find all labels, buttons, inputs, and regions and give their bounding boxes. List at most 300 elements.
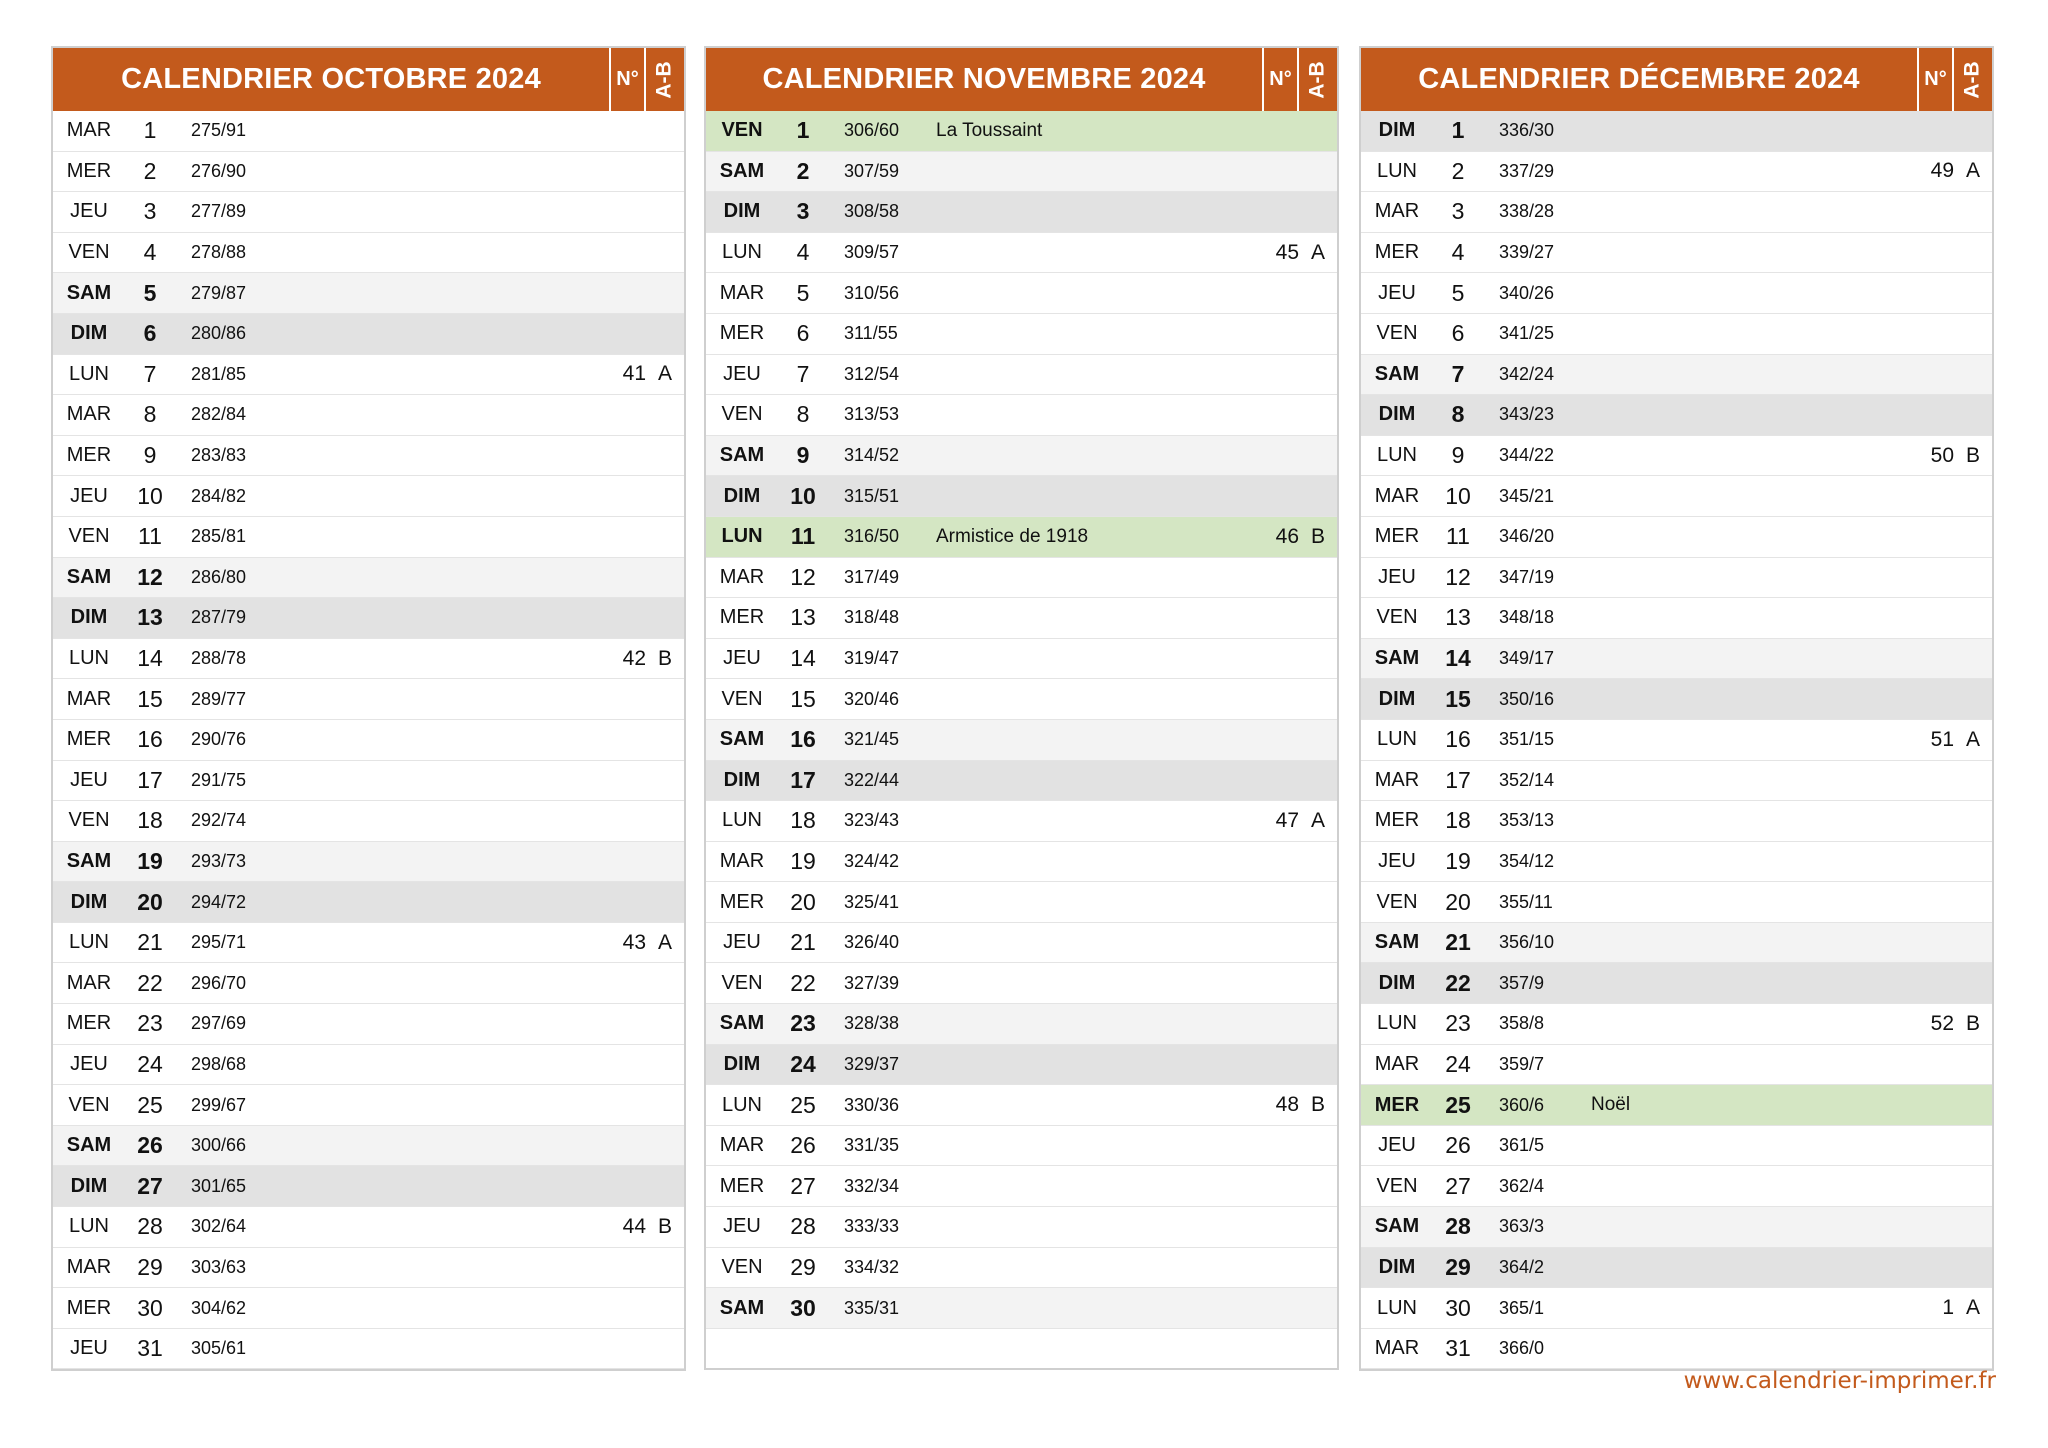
day-number: 1	[1451, 117, 1465, 144]
day-of-week: DIM	[1378, 1255, 1416, 1278]
day-of-week: MER	[66, 728, 112, 751]
day-of-week: VEN	[721, 119, 763, 142]
day-number: 6	[796, 320, 810, 347]
day-row	[53, 598, 684, 639]
day-number: 19	[1445, 847, 1471, 874]
week-ab: A	[1310, 808, 1325, 832]
week-ab: B	[1310, 1093, 1325, 1117]
day-of-year: 303/63	[191, 1256, 247, 1277]
day-row	[1361, 1329, 1992, 1370]
day-of-year: 305/61	[191, 1338, 247, 1359]
day-of-year: 329/37	[844, 1053, 900, 1074]
day-row	[53, 1004, 684, 1045]
day-of-year: 325/41	[844, 891, 900, 912]
day-of-week: MAR	[1374, 484, 1420, 507]
day-of-week: MER	[66, 1012, 112, 1035]
day-row	[1361, 720, 1992, 761]
day-of-year: 304/62	[191, 1297, 247, 1318]
day-of-year: 327/39	[844, 972, 900, 993]
day-of-year: 354/12	[1499, 850, 1555, 871]
day-of-week: LUN	[721, 241, 762, 264]
day-number: 2	[796, 157, 810, 184]
day-row	[706, 923, 1337, 964]
month-title: CALENDRIER DÉCEMBRE 2024	[1418, 63, 1860, 95]
day-row	[706, 1085, 1337, 1126]
day-of-week: VEN	[1376, 890, 1418, 913]
week-ab: A	[657, 930, 672, 954]
month-title: CALENDRIER OCTOBRE 2024	[121, 63, 541, 95]
day-of-week: MER	[1374, 525, 1420, 548]
day-row	[53, 1126, 684, 1167]
day-number: 24	[790, 1050, 816, 1077]
day-of-week: MAR	[66, 687, 112, 710]
day-number: 13	[1445, 604, 1471, 631]
day-number: 7	[1451, 360, 1465, 387]
day-row	[53, 842, 684, 883]
day-of-week: MER	[719, 1174, 765, 1197]
day-of-year: 308/58	[844, 201, 900, 222]
day-row	[53, 761, 684, 802]
day-of-year: 298/68	[191, 1053, 247, 1074]
day-row	[53, 152, 684, 193]
day-row	[53, 192, 684, 233]
day-row	[53, 1085, 684, 1126]
day-of-year: 289/77	[191, 688, 247, 709]
day-of-year: 290/76	[191, 729, 247, 750]
day-row	[1361, 1248, 1992, 1289]
day-of-week: SAM	[719, 444, 765, 467]
day-of-year: 307/59	[844, 160, 900, 181]
day-row	[706, 1207, 1337, 1248]
day-row	[53, 314, 684, 355]
day-of-week: LUN	[68, 647, 109, 670]
day-row	[1361, 395, 1992, 436]
day-of-week: MER	[1374, 241, 1420, 264]
day-number: 11	[790, 523, 816, 550]
day-of-week: VEN	[68, 809, 110, 832]
day-row	[1361, 598, 1992, 639]
day-of-year: 334/32	[844, 1256, 900, 1277]
day-number: 27	[137, 1172, 163, 1199]
day-row	[706, 963, 1337, 1004]
week-number: 52	[1930, 1011, 1954, 1035]
day-of-week: SAM	[719, 1012, 765, 1035]
day-of-year: 321/45	[844, 729, 900, 750]
day-of-year: 361/5	[1499, 1135, 1545, 1156]
week-ab-header	[1952, 48, 1992, 111]
day-number: 8	[796, 401, 810, 428]
day-of-year: 349/17	[1499, 648, 1555, 669]
day-of-week: DIM	[723, 1052, 761, 1075]
day-of-week: DIM	[70, 1174, 108, 1197]
day-row	[706, 1004, 1337, 1045]
day-row	[1361, 923, 1992, 964]
day-of-year: 284/82	[191, 485, 247, 506]
day-of-week: SAM	[66, 1134, 112, 1157]
day-number: 24	[137, 1050, 163, 1077]
day-number: 7	[143, 360, 157, 387]
day-row	[53, 639, 684, 680]
day-of-year: 297/69	[191, 1013, 247, 1034]
day-number: 22	[1445, 969, 1471, 996]
day-number: 15	[137, 685, 163, 712]
footer-url[interactable]: www.calendrier-imprimer.fr	[1683, 1368, 1996, 1394]
day-row	[706, 679, 1337, 720]
day-of-year: 275/91	[191, 120, 247, 141]
day-of-year: 366/0	[1499, 1338, 1545, 1359]
week-ab: B	[657, 1214, 672, 1238]
day-row	[1361, 558, 1992, 599]
day-number: 28	[790, 1213, 816, 1240]
week-number-header: N°	[609, 48, 644, 111]
day-number: 4	[1451, 239, 1465, 266]
day-number: 19	[790, 847, 816, 874]
day-number: 17	[790, 766, 816, 793]
day-row	[53, 395, 684, 436]
day-of-week: LUN	[721, 809, 762, 832]
day-of-year: 287/79	[191, 607, 247, 628]
day-row	[1361, 476, 1992, 517]
day-of-week: SAM	[1374, 362, 1420, 385]
day-of-year: 314/52	[844, 445, 900, 466]
day-number: 2	[143, 157, 157, 184]
day-number: 16	[137, 726, 163, 753]
day-of-week: LUN	[721, 1093, 762, 1116]
day-number: 3	[1451, 198, 1465, 225]
day-row	[1361, 842, 1992, 883]
day-number: 22	[790, 969, 816, 996]
day-row	[706, 598, 1337, 639]
day-of-week: VEN	[68, 241, 110, 264]
day-number: 20	[137, 888, 163, 915]
day-of-week: DIM	[723, 484, 761, 507]
holiday-name: La Toussaint	[936, 119, 1043, 141]
day-of-week: MAR	[719, 565, 765, 588]
day-of-year: 300/66	[191, 1135, 247, 1156]
day-row	[706, 233, 1337, 274]
day-row	[1361, 233, 1992, 274]
day-number: 13	[137, 604, 163, 631]
day-number: 7	[796, 360, 810, 387]
day-of-week: MAR	[719, 281, 765, 304]
day-of-week: JEU	[70, 484, 108, 507]
day-row	[1361, 1045, 1992, 1086]
day-number: 17	[1445, 766, 1471, 793]
day-row	[1361, 801, 1992, 842]
day-number: 25	[790, 1091, 816, 1118]
day-number: 3	[796, 198, 810, 225]
day-row	[53, 882, 684, 923]
day-of-week: VEN	[1376, 1174, 1418, 1197]
month-header	[1361, 48, 1992, 111]
day-number: 11	[1446, 523, 1470, 550]
day-of-year: 335/31	[844, 1297, 900, 1318]
day-of-week: LUN	[68, 931, 109, 954]
week-ab: A	[657, 362, 672, 386]
day-number: 14	[790, 645, 816, 672]
day-row	[706, 1166, 1337, 1207]
day-of-week: JEU	[1378, 281, 1416, 304]
day-of-week: LUN	[1376, 1012, 1417, 1035]
day-of-year: 296/70	[191, 972, 247, 993]
day-number: 11	[138, 523, 162, 550]
day-number: 1	[143, 117, 157, 144]
day-of-week: JEU	[1378, 1134, 1416, 1157]
day-of-year: 357/9	[1499, 972, 1545, 993]
day-row	[53, 1329, 684, 1370]
day-of-year: 278/88	[191, 242, 247, 263]
day-number: 29	[790, 1253, 816, 1280]
day-number: 13	[790, 604, 816, 631]
day-row	[1361, 639, 1992, 680]
day-of-week: MAR	[719, 849, 765, 872]
day-of-year: 358/8	[1499, 1013, 1545, 1034]
week-ab-header	[644, 48, 684, 111]
day-of-week: JEU	[723, 647, 761, 670]
day-row	[53, 1248, 684, 1289]
day-number: 25	[137, 1091, 163, 1118]
day-row	[53, 1288, 684, 1329]
day-number: 1	[796, 117, 810, 144]
day-row	[1361, 1004, 1992, 1045]
day-row	[706, 1329, 1337, 1369]
day-of-year: 346/20	[1499, 526, 1555, 547]
month-table-3	[1359, 46, 1994, 1371]
day-of-year: 364/2	[1499, 1256, 1545, 1277]
day-row	[53, 720, 684, 761]
day-row	[1361, 314, 1992, 355]
week-number: 44	[622, 1214, 646, 1238]
day-row	[53, 273, 684, 314]
day-of-year: 348/18	[1499, 607, 1555, 628]
day-of-week: VEN	[1376, 606, 1418, 629]
day-number: 23	[137, 1010, 163, 1037]
day-number: 15	[1445, 685, 1471, 712]
day-of-week: MER	[1374, 809, 1420, 832]
day-of-week: LUN	[1376, 1296, 1417, 1319]
day-row	[706, 355, 1337, 396]
day-of-year: 351/15	[1499, 729, 1555, 750]
week-number-header: N°	[1917, 48, 1952, 111]
day-row	[53, 1166, 684, 1207]
day-of-year: 343/23	[1499, 404, 1555, 425]
day-of-year: 331/35	[844, 1135, 900, 1156]
day-number: 27	[1445, 1172, 1471, 1199]
day-row	[706, 111, 1337, 152]
day-number: 12	[1445, 563, 1471, 590]
day-of-year: 344/22	[1499, 445, 1555, 466]
day-of-year: 320/46	[844, 688, 900, 709]
week-ab: A	[1965, 159, 1980, 183]
day-number: 10	[137, 482, 163, 509]
week-number: 48	[1275, 1093, 1299, 1117]
day-of-week: SAM	[66, 565, 112, 588]
day-number: 31	[137, 1335, 163, 1362]
day-of-week: MAR	[1374, 1052, 1420, 1075]
day-of-week: DIM	[70, 890, 108, 913]
day-of-week: LUN	[68, 1215, 109, 1238]
day-row	[706, 273, 1337, 314]
day-of-year: 341/25	[1499, 323, 1555, 344]
day-number: 26	[790, 1132, 816, 1159]
day-row	[706, 1288, 1337, 1329]
day-of-week: SAM	[66, 281, 112, 304]
day-of-year: 313/53	[844, 404, 900, 425]
day-of-week: JEU	[1378, 565, 1416, 588]
day-of-week: MAR	[66, 119, 112, 142]
day-number: 21	[137, 929, 163, 956]
week-number: 51	[1930, 727, 1954, 751]
day-of-week: MER	[1374, 1093, 1420, 1116]
day-number: 15	[790, 685, 816, 712]
month-title: CALENDRIER NOVEMBRE 2024	[762, 63, 1206, 95]
day-number: 14	[1445, 645, 1471, 672]
day-of-year: 311/55	[844, 323, 898, 344]
day-of-year: 302/64	[191, 1216, 247, 1237]
day-of-week: SAM	[719, 1296, 765, 1319]
day-of-year: 293/73	[191, 850, 247, 871]
day-row	[1361, 1166, 1992, 1207]
week-number: 46	[1275, 524, 1299, 548]
day-of-week: MER	[719, 890, 765, 913]
day-number: 9	[1451, 442, 1465, 469]
day-row	[1361, 273, 1992, 314]
day-of-year: 360/6	[1499, 1094, 1545, 1115]
day-of-week: VEN	[721, 403, 763, 426]
day-of-year: 299/67	[191, 1094, 247, 1115]
day-of-week: LUN	[721, 525, 763, 548]
day-row	[706, 314, 1337, 355]
week-ab: A	[1965, 1296, 1980, 1320]
day-number: 26	[137, 1132, 163, 1159]
week-ab: A	[1310, 240, 1325, 264]
day-of-week: JEU	[70, 200, 108, 223]
day-of-week: JEU	[70, 768, 108, 791]
day-number: 9	[143, 442, 157, 469]
day-of-week: VEN	[68, 1093, 110, 1116]
day-row	[53, 679, 684, 720]
day-of-week: DIM	[1378, 687, 1416, 710]
day-number: 23	[1445, 1010, 1471, 1037]
week-ab-header	[1297, 48, 1337, 111]
day-row	[1361, 882, 1992, 923]
day-of-year: 277/89	[191, 201, 247, 222]
day-of-year: 324/42	[844, 850, 900, 871]
week-number: 49	[1930, 159, 1954, 183]
day-row	[53, 963, 684, 1004]
day-row	[1361, 111, 1992, 152]
week-number: 50	[1930, 443, 1954, 467]
day-row	[53, 558, 684, 599]
day-of-week: SAM	[1374, 1215, 1420, 1238]
day-of-week: MER	[66, 1296, 112, 1319]
week-number: 1	[1942, 1296, 1954, 1320]
day-row	[1361, 436, 1992, 477]
day-of-year: 301/65	[191, 1175, 247, 1196]
day-of-week: SAM	[1374, 647, 1420, 670]
day-of-year: 339/27	[1499, 242, 1555, 263]
day-row	[53, 355, 684, 396]
week-number: 41	[622, 362, 646, 386]
day-of-week: VEN	[721, 1255, 763, 1278]
day-row	[1361, 1288, 1992, 1329]
day-row	[706, 761, 1337, 802]
day-of-week: LUN	[1376, 728, 1417, 751]
month-header	[706, 48, 1337, 111]
day-of-week: MAR	[1374, 200, 1420, 223]
day-number: 9	[796, 442, 810, 469]
day-of-week: DIM	[1378, 119, 1416, 142]
day-number: 22	[137, 969, 163, 996]
day-of-week: VEN	[1376, 322, 1418, 345]
day-of-week: DIM	[723, 200, 761, 223]
day-of-week: MAR	[1374, 768, 1420, 791]
day-number: 19	[137, 847, 163, 874]
day-number: 28	[137, 1213, 163, 1240]
week-ab: A	[1965, 727, 1980, 751]
day-of-year: 342/24	[1499, 363, 1555, 384]
week-ab: B	[1965, 443, 1980, 467]
day-of-week: MAR	[719, 1134, 765, 1157]
day-of-year: 315/51	[844, 485, 900, 506]
week-number: 47	[1275, 808, 1299, 832]
day-row	[706, 720, 1337, 761]
week-ab-header-label: A-B	[1960, 60, 1984, 99]
day-of-week: JEU	[723, 362, 761, 385]
day-number: 10	[1445, 482, 1471, 509]
day-of-week: SAM	[66, 849, 112, 872]
day-of-year: 340/26	[1499, 282, 1555, 303]
day-of-year: 333/33	[844, 1216, 900, 1237]
week-number: 43	[622, 930, 646, 954]
day-row	[1361, 1126, 1992, 1167]
day-row	[706, 558, 1337, 599]
day-number: 8	[1451, 401, 1465, 428]
day-row	[706, 1045, 1337, 1086]
day-of-year: 317/49	[844, 566, 900, 587]
day-number: 2	[1451, 157, 1465, 184]
week-number: 42	[622, 646, 646, 670]
day-number: 12	[790, 563, 816, 590]
day-of-week: JEU	[723, 1215, 761, 1238]
day-of-year: 345/21	[1499, 485, 1555, 506]
day-of-week: SAM	[719, 159, 765, 182]
day-of-year: 306/60	[844, 120, 900, 141]
day-of-week: MAR	[66, 1255, 112, 1278]
day-of-week: DIM	[1378, 403, 1416, 426]
day-of-week: VEN	[721, 971, 763, 994]
day-number: 5	[143, 279, 157, 306]
day-of-year: 356/10	[1499, 932, 1555, 953]
day-of-year: 323/43	[844, 810, 900, 831]
day-of-year: 319/47	[844, 648, 900, 669]
day-row	[706, 801, 1337, 842]
day-of-year: 318/48	[844, 607, 900, 628]
day-of-week: SAM	[719, 728, 765, 751]
day-row	[706, 192, 1337, 233]
day-of-week: MER	[719, 606, 765, 629]
day-number: 8	[143, 401, 157, 428]
day-row	[706, 476, 1337, 517]
day-of-year: 363/3	[1499, 1216, 1545, 1237]
day-of-year: 295/71	[191, 932, 247, 953]
day-number: 28	[1445, 1213, 1471, 1240]
day-number: 23	[790, 1010, 816, 1037]
day-of-year: 326/40	[844, 932, 900, 953]
day-of-week: LUN	[68, 362, 109, 385]
day-number: 29	[1445, 1253, 1471, 1280]
day-number: 16	[1445, 726, 1471, 753]
